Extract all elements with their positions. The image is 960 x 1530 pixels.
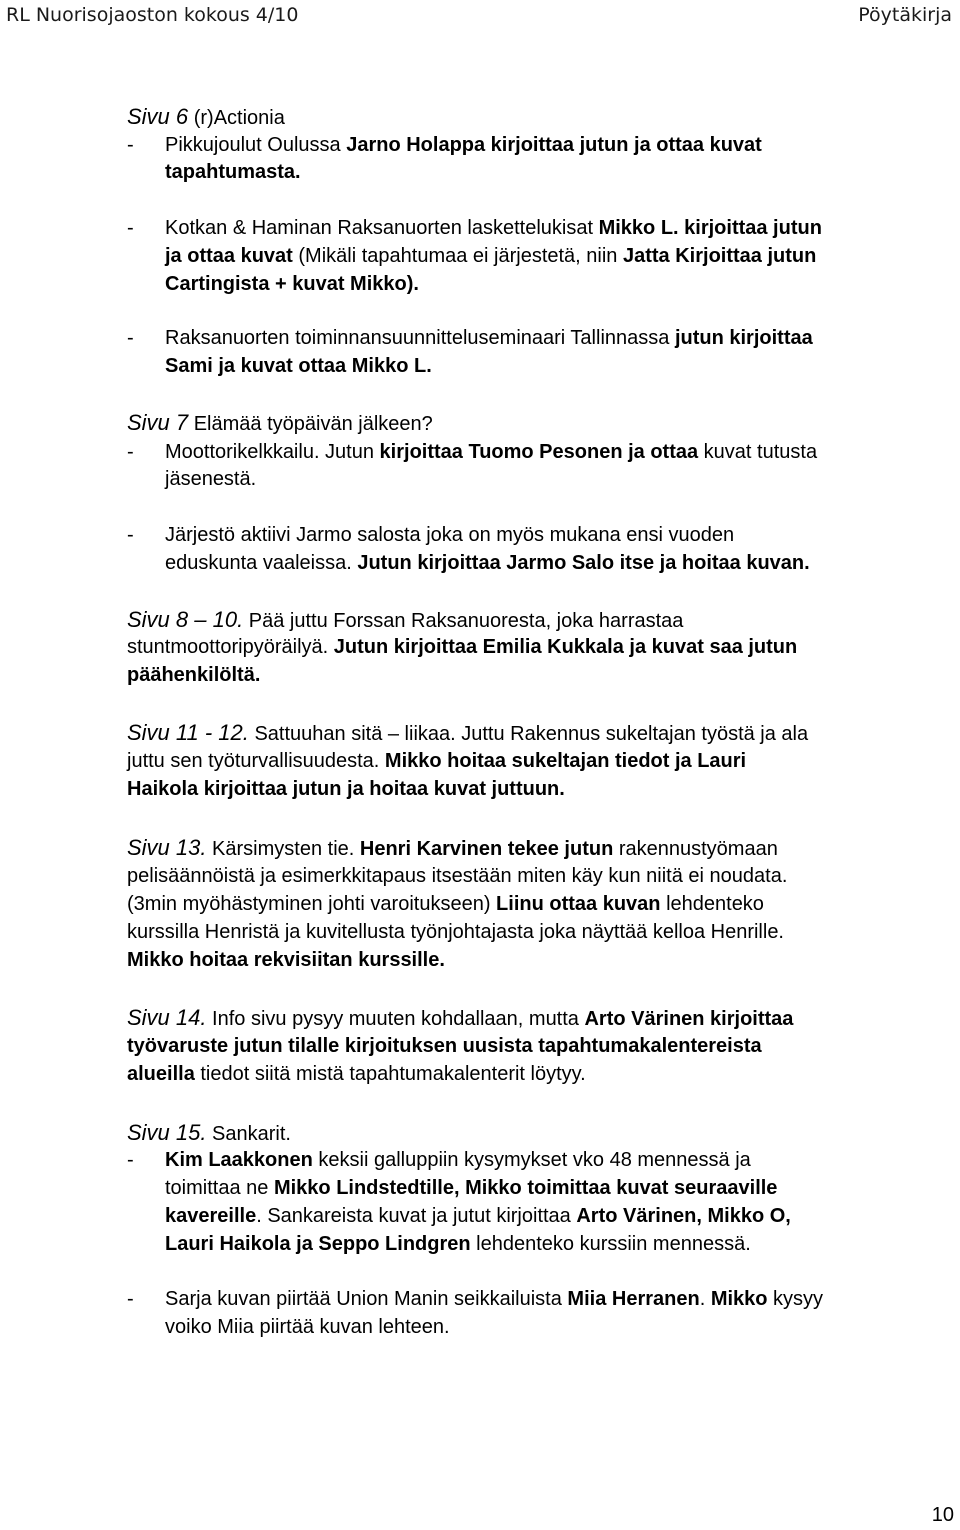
text-line: Lauri Haikola ja Seppo Lindgren lehdenteko kurssiin mennessä. (165, 1233, 751, 1255)
section-heading-sivu-14: Sivu 14. Info sivu pysyy muuten kohdallaan, mutta Arto Värinen kirjoittaa (127, 1005, 794, 1030)
text-line: Haikola kirjoittaa jutun ja hoitaa kuvat juttuun. (127, 778, 565, 800)
text-line: Cartingista + kuvat Mikko). (165, 273, 419, 295)
text-line: Pikkujoulut Oulussa Jarno Holappa kirjoittaa jutun ja ottaa kuvat (165, 134, 762, 156)
text-line: tapahtumasta. (165, 161, 301, 183)
text-line: kavereille. Sankareista kuvat ja jutut kirjoittaa Arto Värinen, Mikko O, (165, 1205, 791, 1227)
text-line: Kotkan & Haminan Raksanuorten laskettelukisat Mikko L. kirjoittaa jutun (165, 217, 822, 239)
text-line: ja ottaa kuvat (Mikäli tapahtumaa ei järjestetä, niin Jatta Kirjoittaa jutun (165, 245, 817, 267)
bullet-line: - (127, 441, 134, 463)
text-line: toimittaa ne Mikko Lindstedtille, Mikko toimittaa kuvat seuraaville (165, 1177, 778, 1199)
bullet-line: - (127, 1288, 134, 1310)
section-heading-sivu-13: Sivu 13. Kärsimysten tie. Henri Karvinen tekee jutun rakennustyömaan (127, 835, 778, 860)
text-line: pelisäännöistä ja esimerkkitapaus itsestään miten käy kun niitä ei noudata. (127, 865, 788, 887)
text-line: jäsenestä. (165, 468, 257, 490)
text-line: alueilla tiedot siitä mistä tapahtumakalenterit löytyy. (127, 1063, 586, 1085)
bullet-line: - (127, 524, 134, 546)
text-line: Moottorikelkkailu. Jutun kirjoittaa Tuomo Pesonen ja ottaa kuvat tutusta (165, 441, 818, 463)
text-line: Järjestö aktiivi Jarmo salosta joka on myös mukana ensi vuoden (165, 524, 735, 546)
text-line: päähenkilöltä. (127, 664, 261, 686)
text-line: Sami ja kuvat ottaa Mikko L. (165, 355, 432, 377)
document-page: RL Nuorisojaoston kokous 4/10 Pöytäkirja Sivu 6 (r)Actionia - Pikkujoulut Oulussa Jarno Holappa kirjoittaa jutun ja ottaa kuvat tapahtumasta. - Kotkan & Haminan Raksanuorten laskettelukisat Mikko L. kirjoittaa jutun ja ottaa kuvat (Mikäli tapahtumaa ei järjestetä, niin Jatta Kirjoittaa jutun Cartingista + kuvat Mikko). - Raksanuorten toiminnansuunnitteluseminaari Tallinnassa jutun kirjoittaa Sami ja kuvat ottaa Mikko L. Sivu 7 Elämää työpäivän jälkeen? - Moottorikelkkailu. Jutun kirjoittaa Tuomo Pesonen ja ottaa kuvat tutusta jäsenestä. - Järjestö aktiivi Jarmo salosta joka on myös mukana ensi vuoden eduskunta vaaleissa. Jutun kirjoittaa Jarmo Salo itse ja hoitaa kuvan. Sivu 8 – 10. Pää juttu Forssan Raksanuoresta, joka harrastaa stuntmoottoripyöräilyä. Jutun kirjoittaa Emilia Kukkala ja kuvat saa jutun päähenkilöltä. Sivu 11 - 12. Sattuuhan sitä – liikaa. Juttu Rakennus sukeltajan työstä ja ala juttu sen työturvallisuudesta. Mikko hoitaa sukeltajan tiedot ja Lauri Haikola kirjoittaa jutun ja hoitaa kuvat juttuun. Sivu 13. Kärsimysten tie. Henri Karvinen tekee jutun rakennustyömaan pelisäännöistä ja esimerkkitapaus itsestään miten käy kun niitä ei noudata. (3min myöhästyminen johti varoitukseen) Liinu ottaa kuvan lehdenteko kurssilla Henristä ja kuvitellusta työnjohtajasta joka näyttää kelloa Henrille. Mikko hoitaa rekvisiitan kurssille. Sivu 14. Info sivu pysyy muuten kohdallaan, mutta Arto Värinen kirjoittaa työvaruste jutun tilalle kirjoituksen uusista tapahtumakalentereista alueilla tiedot siitä mistä tapahtumakalenterit löytyy. Sivu 15. Sankarit. - Kim Laakkonen keksii galluppiin kysymykset vko 48 mennessä ja toimittaa ne Mikko Lindstedtille, Mikko toimittaa kuvat seuraaville kavereille. Sankareista kuvat ja jutut kirjoittaa Arto Värinen, Mikko O, Lauri Haikola ja Seppo Lindgren lehdenteko kurssiin mennessä. - Sarja kuvan piirtää Union Manin seikkailuista Miia Herranen. Mikko kysyy voiko Miia piirtää kuvan lehteen. 10 (0, 0, 960, 1530)
bullet-line: - (127, 1149, 134, 1171)
text-line: stuntmoottoripyöräilyä. Jutun kirjoittaa Emilia Kukkala ja kuvat saa jutun (127, 636, 798, 658)
text-line: Kim Laakkonen keksii galluppiin kysymykset vko 48 mennessä ja (165, 1149, 751, 1171)
bullet-line: - (127, 327, 134, 349)
section-heading-sivu-15: Sivu 15. Sankarit. (127, 1120, 291, 1145)
bullet-line: - (127, 217, 134, 239)
text-line: työvaruste jutun tilalle kirjoituksen uusista tapahtumakalentereista (127, 1035, 762, 1057)
text-line: Raksanuorten toiminnansuunnitteluseminaari Tallinnassa jutun kirjoittaa (165, 327, 813, 349)
section-heading-sivu-7: Sivu 7 Elämää työpäivän jälkeen? (127, 410, 433, 435)
text-line: (3min myöhästyminen johti varoitukseen) Liinu ottaa kuvan lehdenteko (127, 893, 764, 915)
header-title: RL Nuorisojaoston kokous 4/10 (6, 4, 299, 26)
section-heading-sivu-11-12: Sivu 11 - 12. Sattuuhan sitä – liikaa. Juttu Rakennus sukeltajan työstä ja ala (127, 720, 809, 745)
page-number: 10 (931, 1504, 954, 1526)
text-line: Sarja kuvan piirtää Union Manin seikkailuista Miia Herranen. Mikko kysyy (165, 1288, 824, 1310)
header-doc-type: Pöytäkirja (858, 4, 952, 26)
text-line: eduskunta vaaleissa. Jutun kirjoittaa Jarmo Salo itse ja hoitaa kuvan. (165, 552, 810, 574)
text-line: juttu sen työturvallisuudesta. Mikko hoitaa sukeltajan tiedot ja Lauri (127, 750, 747, 772)
text-line: voiko Miia piirtää kuvan lehteen. (165, 1316, 450, 1338)
text-line: Mikko hoitaa rekvisiitan kurssille. (127, 949, 445, 971)
section-heading-sivu-6: Sivu 6 (r)Actionia (127, 104, 285, 129)
text-line: kurssilla Henristä ja kuvitellusta työnjohtajasta joka näyttää kelloa Henrille. (127, 921, 784, 943)
section-heading-sivu-8-10: Sivu 8 – 10. Pää juttu Forssan Raksanuoresta, joka harrastaa (127, 607, 684, 632)
